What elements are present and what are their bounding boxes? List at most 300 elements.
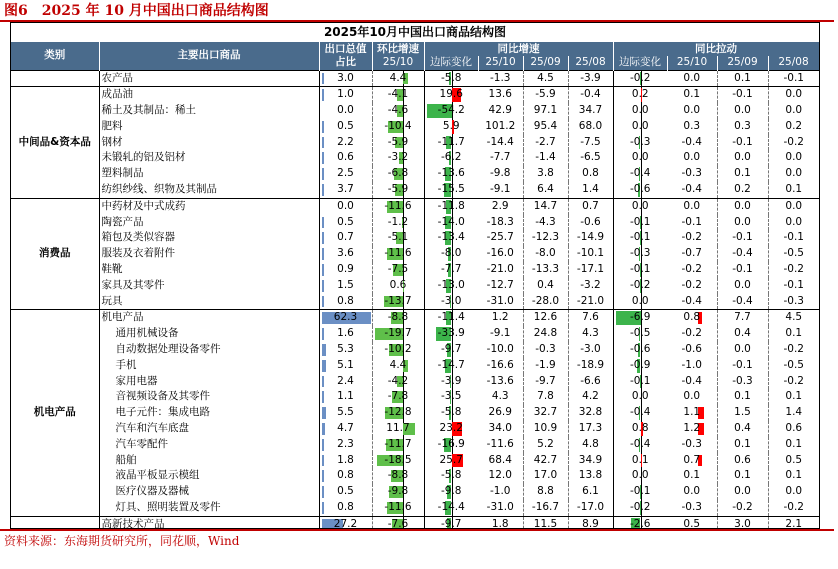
pull-cell-value: -0.1 — [732, 88, 753, 101]
yoy-cell — [568, 326, 613, 342]
pull-cell — [667, 374, 717, 390]
pull-cell-value: -1.0 — [681, 358, 702, 371]
mom-cell-value: -3.2 — [387, 151, 409, 164]
yoy-cell — [523, 294, 568, 310]
yoy-cell-value: 8.9 — [582, 517, 599, 529]
share-cell — [319, 389, 372, 405]
yoy-cell-value: -9.1 — [490, 327, 511, 340]
table-row — [11, 405, 819, 421]
mom-cell-value: -5.9 — [387, 183, 409, 196]
mom-cell-value: 4.4 — [389, 358, 407, 371]
pull-change-cell-value: 0.1 — [631, 453, 649, 466]
share-cell-value: 3.6 — [337, 247, 354, 260]
yoy-change-cell-value: -13.6 — [437, 167, 465, 180]
pull-cell — [768, 198, 819, 214]
share-cell-value: 0.0 — [337, 199, 354, 212]
yoy-cell — [478, 405, 523, 421]
yoy-cell — [478, 166, 523, 182]
mom-cell-value: -12.8 — [384, 406, 412, 419]
pull-change-cell-value: -0.4 — [630, 406, 651, 419]
pull-change-cell-value: 0.2 — [631, 88, 649, 101]
share-cell — [319, 374, 372, 390]
pull-cell-value: 0.0 — [683, 71, 701, 84]
pull-cell — [768, 87, 819, 103]
pull-cell — [717, 500, 768, 516]
yoy-cell-value: 7.8 — [537, 390, 554, 403]
yoy-change-cell — [424, 374, 478, 390]
pull-cell — [717, 262, 768, 278]
mom-cell-value: 0.6 — [389, 278, 407, 291]
yoy-cell — [568, 374, 613, 390]
share-bar — [322, 391, 324, 403]
pull-change-cell-value: 0.0 — [631, 469, 649, 482]
share-cell-value: 3.0 — [337, 71, 354, 84]
share-cell — [319, 468, 372, 484]
pull-change-cell — [613, 87, 667, 103]
yoy-change-cell-value: -13.0 — [437, 278, 465, 291]
yoy-cell — [568, 119, 613, 135]
yoy-cell — [523, 70, 568, 87]
share-bar — [322, 328, 324, 340]
yoy-change-cell-value: -7.7 — [441, 263, 462, 276]
pull-cell-value: 0.0 — [785, 88, 803, 101]
yoy-cell-value: 4.3 — [491, 390, 509, 403]
pull-cell-value: 0.0 — [785, 151, 803, 164]
pull-cell — [717, 294, 768, 310]
yoy-cell-value: 8.8 — [537, 485, 554, 498]
yoy-cell-value: 6.4 — [537, 183, 554, 196]
share-cell-value: 0.5 — [337, 119, 354, 132]
pull-cell-value: 0.0 — [785, 215, 803, 228]
mom-cell-value: -9.8 — [387, 485, 409, 498]
table-row — [11, 103, 819, 119]
share-bar — [322, 376, 324, 388]
share-bar — [322, 470, 324, 482]
yoy-cell-value: 4.2 — [582, 390, 599, 403]
mom-cell — [372, 468, 424, 484]
pull-cell-value: -0.7 — [681, 247, 702, 260]
yoy-change-cell-value: -11.4 — [437, 311, 465, 324]
share-cell — [319, 70, 372, 87]
share-cell-value: 1.5 — [337, 278, 354, 291]
pull-cell — [768, 437, 819, 453]
category-cell: 机电产品 — [11, 310, 99, 516]
mom-cell-value: -4.2 — [387, 374, 409, 387]
pull-cell-value: 1.5 — [734, 406, 751, 419]
pull-cell-value: 0.4 — [734, 422, 751, 435]
pull-cell — [768, 453, 819, 469]
yoy-cell-value: -16.7 — [531, 501, 560, 514]
mom-cell-value: 4.4 — [389, 71, 407, 84]
yoy-cell — [568, 182, 613, 198]
table-row — [11, 182, 819, 198]
yoy-cell-value: 17.0 — [533, 469, 558, 482]
yoy-cell-value: -1.3 — [490, 71, 511, 84]
mom-cell-value: -8.8 — [387, 469, 409, 482]
pull-cell-value: -0.4 — [732, 247, 753, 260]
yoy-change-cell — [424, 453, 478, 469]
yoy-cell — [523, 358, 568, 374]
pull-change-cell-value: -0.1 — [630, 485, 651, 498]
product-name: 灯具、照明装置及零件 — [115, 501, 221, 514]
share-cell — [319, 278, 372, 294]
share-cell — [319, 246, 372, 262]
pull-change-cell — [613, 166, 667, 182]
yoy-cell — [523, 484, 568, 500]
yoy-cell-value: -11.6 — [486, 437, 514, 450]
pull-cell-value: -0.1 — [681, 215, 702, 228]
pull-change-cell — [613, 374, 667, 390]
yoy-cell — [523, 374, 568, 390]
pull-change-cell-value: -0.6 — [630, 343, 651, 356]
pull-change-cell — [613, 278, 667, 294]
yoy-cell — [568, 215, 613, 231]
pull-cell — [667, 294, 717, 310]
yoy-cell-value: -0.4 — [580, 88, 601, 101]
product-name: 箱包及类似容器 — [101, 231, 175, 244]
share-cell-value: 0.5 — [337, 485, 354, 498]
yoy-change-cell — [424, 437, 478, 453]
pull-cell-value: 0.0 — [683, 390, 701, 403]
yoy-change-cell-value: -14.0 — [437, 215, 465, 228]
pull-cell-value: -0.3 — [732, 374, 753, 387]
yoy-cell-value: 5.2 — [537, 437, 554, 450]
yoy-cell — [478, 246, 523, 262]
yoy-cell — [523, 262, 568, 278]
table-row — [11, 421, 819, 437]
share-cell — [319, 215, 372, 231]
yoy-cell-value: -7.5 — [580, 135, 601, 148]
yoy-cell-value: 68.0 — [578, 119, 603, 132]
pull-cell-value: 0.5 — [683, 517, 701, 529]
table-row — [11, 294, 819, 310]
pull-cell-value: 0.1 — [683, 88, 701, 101]
table-row — [11, 119, 819, 135]
mom-cell-value: -6.8 — [387, 167, 409, 180]
yoy-cell-value: 6.1 — [582, 485, 599, 498]
share-cell-value: 0.8 — [337, 469, 354, 482]
share-bar — [322, 486, 324, 498]
pull-cell-value: -0.2 — [783, 135, 804, 148]
yoy-cell-value: -9.1 — [490, 183, 511, 196]
yoy-change-cell — [424, 278, 478, 294]
pull-cell — [768, 182, 819, 198]
product-name: 汽车和汽车底盘 — [115, 422, 189, 435]
pull-cell-value: -0.3 — [783, 294, 804, 307]
pull-change-cell-value: -0.2 — [630, 501, 651, 514]
yoy-change-cell-value: -13.4 — [437, 231, 465, 244]
pull-cell — [768, 215, 819, 231]
share-cell — [319, 150, 372, 166]
product-name: 手机 — [115, 358, 137, 371]
share-bar — [322, 280, 324, 292]
mom-cell — [372, 389, 424, 405]
yoy-cell-value: -10.0 — [486, 343, 514, 356]
product-name: 船舶 — [115, 453, 137, 466]
yoy-change-cell-value: -9.7 — [441, 517, 462, 529]
product-name: 肥料 — [101, 119, 123, 132]
table-header — [11, 42, 819, 70]
yoy-cell-value: -21.0 — [486, 263, 514, 276]
yoy-cell-value: 12.0 — [488, 469, 512, 482]
yoy-change-cell — [424, 87, 478, 103]
yoy-cell — [568, 468, 613, 484]
yoy-cell — [478, 389, 523, 405]
pull-cell — [717, 230, 768, 246]
pull-cell — [717, 135, 768, 151]
mom-cell-value: -13.7 — [384, 294, 412, 307]
pull-cell-value: 0.0 — [734, 104, 751, 117]
share-bar — [322, 360, 326, 372]
table-row — [11, 278, 819, 294]
mom-cell-value: -11.6 — [384, 501, 412, 514]
pull-cell-value: 0.0 — [785, 485, 803, 498]
share-cell-value: 0.5 — [337, 215, 354, 228]
share-cell — [319, 516, 372, 529]
pull-cell-value: 0.1 — [734, 437, 751, 450]
mom-cell-value: -10.4 — [384, 119, 412, 132]
mom-cell — [372, 484, 424, 500]
pull-cell — [768, 103, 819, 119]
pull-cell-value: 0.1 — [785, 327, 803, 340]
yoy-cell — [523, 150, 568, 166]
share-bar — [322, 344, 326, 356]
pull-cell-value: 0.0 — [683, 104, 701, 117]
pull-cell — [667, 326, 717, 342]
yoy-change-cell — [424, 484, 478, 500]
pull-cell-value: -0.6 — [681, 343, 702, 356]
pull-change-cell — [613, 198, 667, 214]
yoy-cell — [478, 468, 523, 484]
yoy-cell — [478, 326, 523, 342]
yoy-change-cell — [424, 421, 478, 437]
share-bar — [322, 232, 324, 244]
yoy-change-cell — [424, 342, 478, 358]
yoy-cell-value: 0.8 — [582, 167, 599, 180]
pull-cell-value: 0.1 — [734, 469, 751, 482]
yoy-cell-value: 1.4 — [582, 183, 599, 196]
pull-cell-value: -0.4 — [681, 374, 702, 387]
pull-change-cell — [613, 294, 667, 310]
pull-cell — [667, 358, 717, 374]
pull-cell — [717, 198, 768, 214]
pull-change-cell — [613, 468, 667, 484]
share-cell-value: 2.3 — [337, 437, 354, 450]
header-share: 出口总值占比 — [319, 42, 372, 70]
pull-cell-value: 0.1 — [785, 469, 803, 482]
pull-cell — [768, 119, 819, 135]
table-row — [11, 70, 819, 87]
pull-cell — [667, 119, 717, 135]
product-name: 医疗仪器及器械 — [115, 485, 189, 498]
mom-cell — [372, 182, 424, 198]
yoy-cell-value: -9.7 — [535, 374, 556, 387]
mom-cell-value: -7.8 — [387, 390, 409, 403]
yoy-change-cell-value: -5.8 — [441, 71, 462, 84]
table-row — [11, 468, 819, 484]
yoy-cell — [568, 342, 613, 358]
mom-cell-value: 11.7 — [386, 422, 410, 435]
share-cell-value: 3.7 — [337, 183, 354, 196]
share-bar — [322, 264, 324, 276]
yoy-change-cell — [424, 215, 478, 231]
share-bar — [322, 89, 324, 101]
product-name: 高新技术产品 — [99, 516, 319, 529]
share-cell-value: 1.0 — [337, 88, 354, 101]
pull-cell-value: 0.1 — [734, 390, 751, 403]
yoy-cell-value: -18.9 — [576, 358, 605, 371]
mom-cell — [372, 294, 424, 310]
share-cell — [319, 421, 372, 437]
pull-change-cell — [613, 135, 667, 151]
pull-cell — [768, 326, 819, 342]
yoy-cell — [523, 500, 568, 516]
pull-cell-value: 0.1 — [734, 167, 751, 180]
pull-change-cell-value: -0.5 — [630, 327, 651, 340]
mom-cell — [372, 70, 424, 87]
pull-cell — [768, 246, 819, 262]
yoy-cell-value: 13.8 — [578, 469, 603, 482]
pull-cell — [667, 484, 717, 500]
yoy-change-cell-value: -3.5 — [441, 390, 462, 403]
yoy-change-cell — [424, 119, 478, 135]
pull-cell-value: -0.5 — [783, 358, 804, 371]
header-yoy-sub: 边际变化 — [424, 56, 478, 70]
yoy-change-cell — [424, 246, 478, 262]
pull-cell — [667, 103, 717, 119]
share-bar — [322, 73, 324, 85]
table-row — [11, 437, 819, 453]
yoy-cell — [568, 389, 613, 405]
pull-change-cell-value: -0.4 — [630, 167, 651, 180]
pull-cell — [717, 182, 768, 198]
yoy-change-cell-value: 5.9 — [442, 119, 460, 132]
share-cell — [319, 294, 372, 310]
yoy-change-cell — [424, 198, 478, 214]
yoy-change-cell-value: 23.2 — [439, 422, 463, 435]
pull-change-cell-value: -0.1 — [630, 374, 651, 387]
pull-cell-value: 1.1 — [683, 406, 701, 419]
pull-cell-value: 0.3 — [734, 119, 751, 132]
yoy-change-cell-value: -11.7 — [437, 135, 465, 148]
mom-cell — [372, 230, 424, 246]
yoy-change-cell-value: -9.8 — [441, 485, 462, 498]
yoy-cell-value: 24.8 — [533, 327, 558, 340]
product-name: 纺织纱线、织物及其制品 — [101, 183, 217, 196]
share-cell — [319, 437, 372, 453]
pull-change-cell — [613, 453, 667, 469]
pull-change-cell — [613, 119, 667, 135]
pull-cell-value: 0.0 — [683, 151, 701, 164]
pull-cell — [667, 230, 717, 246]
share-cell-value: 0.8 — [337, 294, 354, 307]
yoy-cell — [478, 103, 523, 119]
header-yoy-sub: 25/10 — [478, 56, 523, 70]
yoy-cell-value: 42.9 — [488, 104, 512, 117]
yoy-cell — [568, 278, 613, 294]
yoy-cell — [523, 389, 568, 405]
pull-change-cell — [613, 500, 667, 516]
mom-cell — [372, 150, 424, 166]
yoy-cell-value: -12.7 — [486, 278, 514, 291]
pull-cell-value: -0.1 — [732, 231, 753, 244]
yoy-cell-value: -21.0 — [576, 294, 605, 307]
category-cell: 中间品&资本品 — [11, 87, 99, 199]
share-bar — [322, 439, 324, 451]
yoy-change-cell — [424, 468, 478, 484]
yoy-cell-value: -4.3 — [535, 215, 556, 228]
share-bar — [322, 455, 324, 467]
pull-cell — [717, 246, 768, 262]
pull-cell-value: -0.1 — [732, 135, 753, 148]
pull-change-cell-value: -0.1 — [630, 231, 651, 244]
pull-cell-value: 0.1 — [785, 437, 803, 450]
share-bar — [322, 296, 324, 308]
header-pull-sub: 25/10 — [667, 56, 717, 70]
yoy-change-cell-value: -9.7 — [441, 343, 462, 356]
pull-cell — [717, 326, 768, 342]
yoy-cell — [568, 358, 613, 374]
yoy-cell — [568, 310, 613, 326]
pull-cell-value: -0.4 — [681, 183, 702, 196]
yoy-cell-value: -17.0 — [576, 501, 605, 514]
share-cell — [319, 326, 372, 342]
pull-cell — [667, 421, 717, 437]
pull-cell — [717, 87, 768, 103]
pull-change-cell-value: 0.0 — [631, 151, 649, 164]
pull-cell-value: 0.0 — [785, 104, 803, 117]
yoy-cell-value: 32.7 — [533, 406, 558, 419]
yoy-cell — [523, 278, 568, 294]
yoy-cell — [568, 405, 613, 421]
yoy-cell — [478, 278, 523, 294]
yoy-cell-value: 4.3 — [582, 327, 599, 340]
pull-change-cell-value: 0.8 — [631, 422, 649, 435]
yoy-change-cell — [424, 70, 478, 87]
pull-cell — [717, 103, 768, 119]
product-name: 自动数据处理设备零件 — [115, 343, 221, 356]
yoy-cell — [478, 215, 523, 231]
yoy-change-cell-value: -3.0 — [441, 294, 462, 307]
mom-cell-value: -5.9 — [387, 135, 409, 148]
product-name: 鞋靴 — [101, 263, 123, 276]
yoy-cell-value: 26.9 — [488, 406, 512, 419]
product-name: 钢材 — [101, 135, 123, 148]
share-bar — [322, 168, 324, 180]
pull-cell-value: -0.1 — [783, 278, 804, 291]
product-name: 液晶平板显示模组 — [115, 469, 200, 482]
product-name: 成品油 — [99, 87, 319, 103]
pull-cell — [667, 437, 717, 453]
pull-cell-value: -0.2 — [681, 327, 702, 340]
header-mom: 环比增速 — [372, 42, 424, 56]
table-row — [11, 215, 819, 231]
yoy-cell — [568, 453, 613, 469]
mom-cell-value: -18.5 — [384, 453, 412, 466]
pull-cell-value: -0.2 — [783, 374, 804, 387]
pull-cell — [667, 182, 717, 198]
yoy-change-cell — [424, 262, 478, 278]
category-cell — [11, 516, 99, 529]
yoy-cell-value: -1.0 — [490, 485, 511, 498]
pull-cell — [768, 342, 819, 358]
chart-frame — [10, 22, 820, 529]
pull-cell-value: -0.3 — [681, 437, 702, 450]
yoy-cell — [523, 103, 568, 119]
pull-cell — [768, 468, 819, 484]
yoy-cell-value: 7.6 — [582, 311, 599, 324]
pull-change-cell-value: -0.3 — [630, 135, 651, 148]
